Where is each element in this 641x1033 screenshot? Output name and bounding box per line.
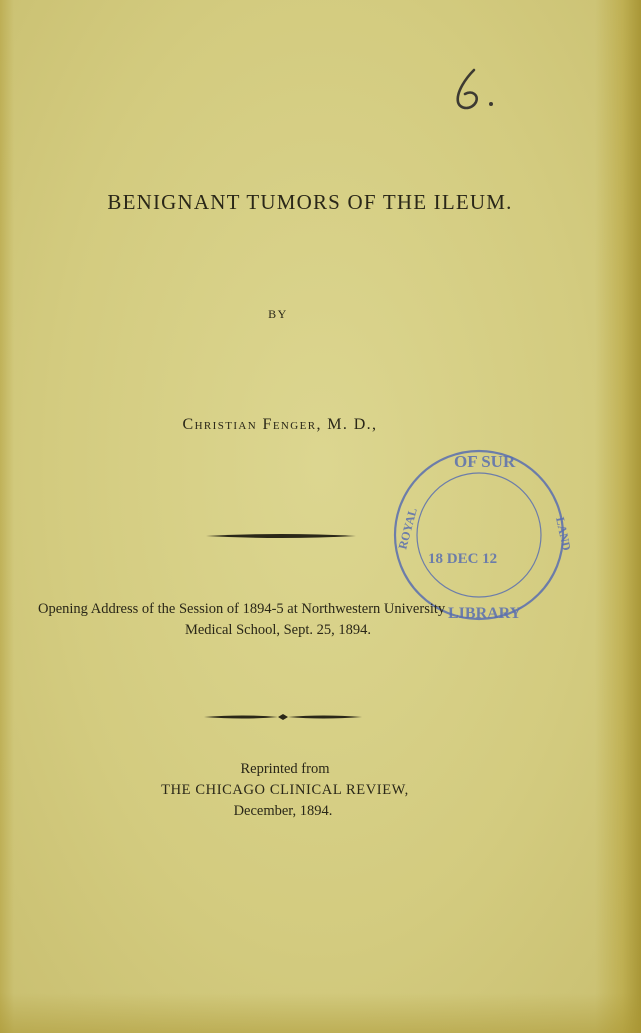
- paper-edge-right: [595, 0, 641, 1033]
- occasion-line-2: Medical School, Sept. 25, 1894.: [184, 622, 372, 638]
- ornamental-rule-2: [204, 713, 362, 721]
- byline-label: BY: [268, 307, 288, 321]
- journal-name: THE CHICAGO CLINICAL REVIEW,: [161, 782, 409, 798]
- author-name: Christian Fenger, M. D.,: [182, 416, 378, 433]
- stamp-top-text: OF SUR: [454, 452, 516, 471]
- handwritten-six-icon: [448, 64, 508, 114]
- reprint-line: Reprinted from: [240, 761, 330, 777]
- publication-date: December, 1894.: [233, 803, 333, 819]
- paper-edge-bottom: [0, 993, 641, 1033]
- stamp-bottom-text: LIBRARY: [448, 605, 522, 622]
- ornamental-rule-1: [206, 532, 356, 540]
- stamp-left-text: ROYAL: [395, 506, 420, 551]
- paper-edge-left: [0, 0, 14, 1033]
- stamp-date-text: 18 DEC 12: [428, 551, 498, 567]
- stamp-right-text: LAND: [553, 515, 574, 552]
- handwritten-page-mark: [448, 64, 508, 114]
- occasion-line-1: Opening Address of the Session of 1894-5 at Northwestern University: [38, 601, 446, 617]
- document-title: BENIGNANT TUMORS OF THE ILEUM.: [107, 190, 513, 214]
